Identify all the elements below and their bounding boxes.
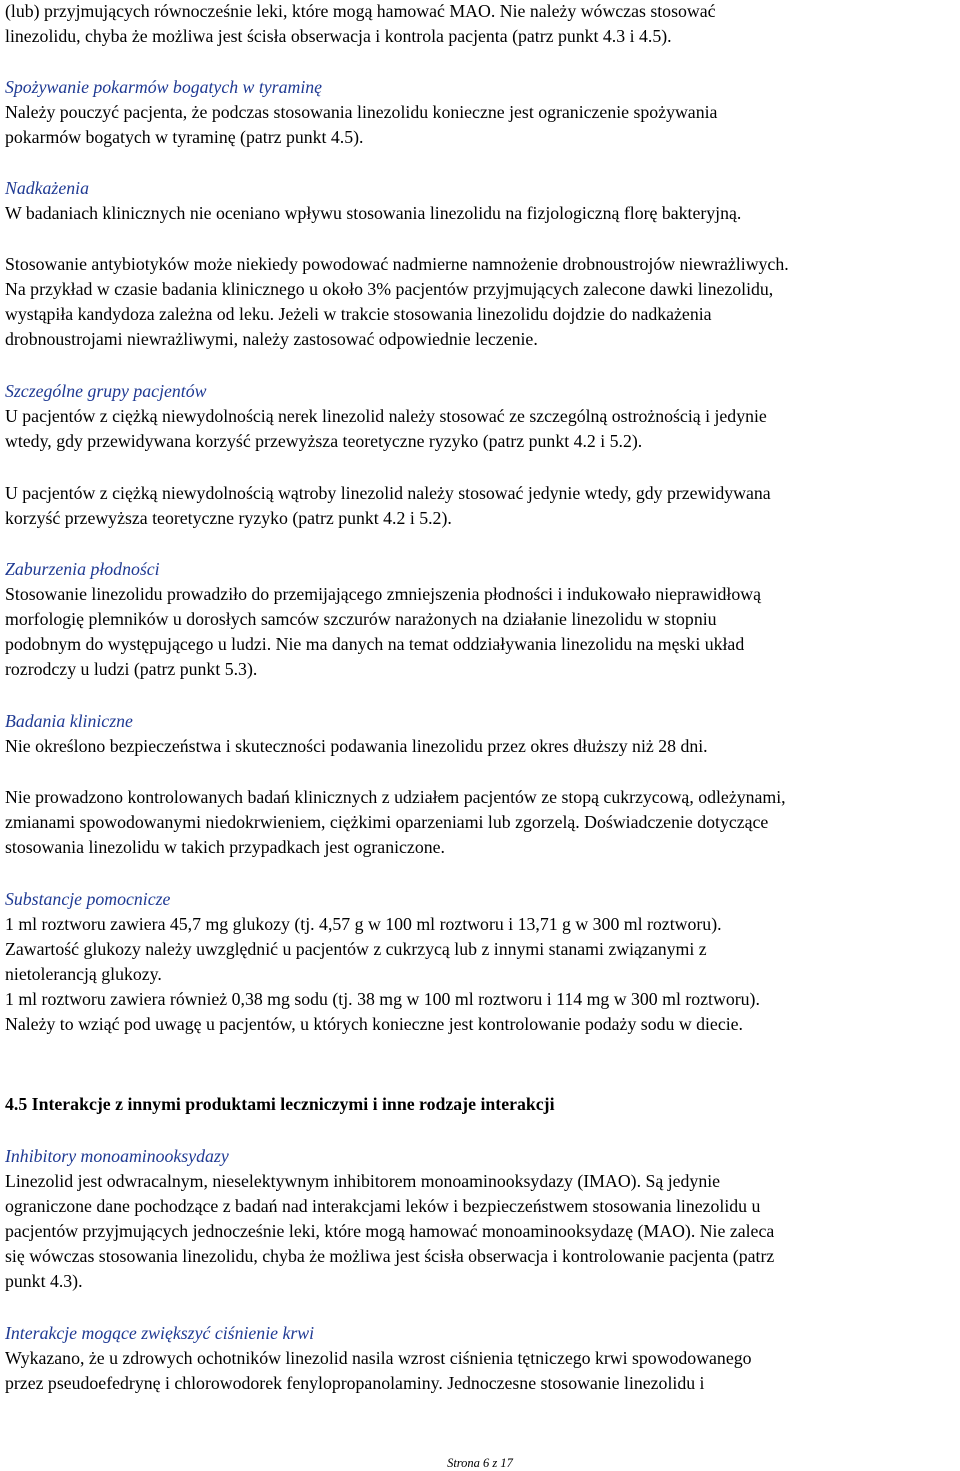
text-line: morfologię plemników u dorosłych samców szczurów narażonych na działanie linezolidu w stopniu: [5, 609, 717, 629]
subheading-tyramine: Spożywanie pokarmów bogatych w tyraminę: [5, 77, 323, 97]
text-line: U pacjentów z ciężką niewydolnością wątroby linezolid należy stosować jedynie wtedy, gdy przewidywana: [5, 483, 771, 503]
text-line: punkt 4.3).: [5, 1271, 83, 1291]
text-line: Linezolid jest odwracalnym, nieselektywnym inhibitorem monoaminooksydazy (IMAO). Są jedynie: [5, 1171, 721, 1191]
text-line: Stosowanie linezolidu prowadziło do przemijającego zmniejszenia płodności i indukowało nieprawidłową: [5, 584, 761, 604]
text-line: linezolidu, chyba że możliwa jest ścisła obserwacja i kontrola pacjenta (patrz punkt 4.3 i 4.5).: [5, 26, 672, 46]
text-line: przez pseudoefedrynę i chlorowodorek fenylopropanolaminy. Jednoczesne stosowanie linezolidu i: [5, 1373, 705, 1393]
text-line: W badaniach klinicznych nie oceniano wpływu stosowania linezolidu na fizjologiczną florę bakteryjną.: [5, 203, 742, 223]
text-line: 1 ml roztworu zawiera 45,7 mg glukozy (tj. 4,57 g w 100 ml roztworu i 13,71 g w 300 ml roztworu).: [5, 914, 722, 934]
text-line: drobnoustrojami niewrażliwymi, należy zastosować odpowiednie leczenie.: [5, 329, 538, 349]
text-line: korzyść przewyższa teoretyczne ryzyko (patrz punkt 4.2 i 5.2).: [5, 508, 452, 528]
subheading-fertility: Zaburzenia płodności: [5, 559, 160, 579]
text-line: Należy pouczyć pacjenta, że podczas stosowania linezolidu konieczne jest ograniczenie spożywania: [5, 102, 718, 122]
text-line: podobnym do występującego u ludzi. Nie ma danych na temat oddziaływania linezolidu na męski układ: [5, 634, 745, 654]
text-line: wtedy, gdy przewidywana korzyść przewyższa teoretyczne ryzyko (patrz punkt 4.2 i 5.2).: [5, 431, 643, 451]
text-line: Zawartość glukozy należy uwzględnić u pacjentów z cukrzycą lub z innymi stanami związanymi z: [5, 939, 707, 959]
text-line: (lub) przyjmujących równocześnie leki, które mogą hamować MAO. Nie należy wówczas stosować: [5, 1, 716, 21]
text-line: wystąpiła kandydoza zależna od leku. Jeżeli w trakcie stosowania linezolidu dojdzie do nadkażenia: [5, 304, 712, 324]
subheading-excipients: Substancje pomocnicze: [5, 889, 171, 909]
text-line: pokarmów bogatych w tyraminę (patrz punkt 4.5).: [5, 127, 364, 147]
subheading-mao-inhibitors: Inhibitory monoaminooksydazy: [5, 1146, 229, 1166]
text-line: Na przykład w czasie badania klinicznego u około 3% pacjentów przyjmujących zalecone dawki linezolidu,: [5, 279, 774, 299]
text-line: ograniczone dane pochodzące z badań nad interakcjami leków i bezpieczeństwem stosowania linezolidu u: [5, 1196, 761, 1216]
text-line: zmianami spowodowanymi niedokrwieniem, ciężkimi oparzeniami lub zgorzelą. Doświadczenie dotyczące: [5, 812, 769, 832]
text-line: Należy to wziąć pod uwagę u pacjentów, u których konieczne jest kontrolowanie podaży sodu w diecie.: [5, 1014, 743, 1034]
subheading-nadkazenia: Nadkażenia: [5, 178, 89, 198]
text-line: rozrodczy u ludzi (patrz punkt 5.3).: [5, 659, 258, 679]
text-line: pacjentów przyjmujących jednocześnie leki, które mogą hamować monoaminooksydazę (MAO). Nie zaleca: [5, 1221, 775, 1241]
text-line: nietolerancją glukozy.: [5, 964, 162, 984]
text-line: Stosowanie antybiotyków może niekiedy powodować nadmierne namnożenie drobnoustrojów niewrażliwych.: [5, 254, 789, 274]
page-footer: Strona 6 z 17: [447, 1456, 513, 1470]
text-line: 1 ml roztworu zawiera również 0,38 mg sodu (tj. 38 mg w 100 ml roztworu i 114 mg w 300 ml roztworu).: [5, 989, 760, 1009]
text-line: Nie określono bezpieczeństwa i skuteczności podawania linezolidu przez okres dłuższy niż 28 dni.: [5, 736, 708, 756]
subheading-special-groups: Szczególne grupy pacjentów: [5, 381, 207, 401]
subheading-clinical-trials: Badania kliniczne: [5, 711, 133, 731]
section-heading-4-5: 4.5 Interakcje z innymi produktami leczniczymi i inne rodzaje interakcji: [5, 1094, 555, 1114]
text-line: U pacjentów z ciężką niewydolnością nerek linezolid należy stosować ze szczególną ostrożnością i jedynie: [5, 406, 767, 426]
subheading-blood-pressure: Interakcje mogące zwiększyć ciśnienie krwi: [5, 1323, 315, 1343]
text-line: Wykazano, że u zdrowych ochotników linezolid nasila wzrost ciśnienia tętniczego krwi spowodowanego: [5, 1348, 752, 1368]
text-line: się wówczas stosowania linezolidu, chyba że możliwa jest ścisła obserwacja i kontrolowanie pacjenta (patrz: [5, 1246, 775, 1266]
text-line: Nie prowadzono kontrolowanych badań klinicznych z udziałem pacjentów ze stopą cukrzycową, odleżynami,: [5, 787, 786, 807]
text-line: stosowania linezolidu w takich przypadkach jest ograniczone.: [5, 837, 445, 857]
